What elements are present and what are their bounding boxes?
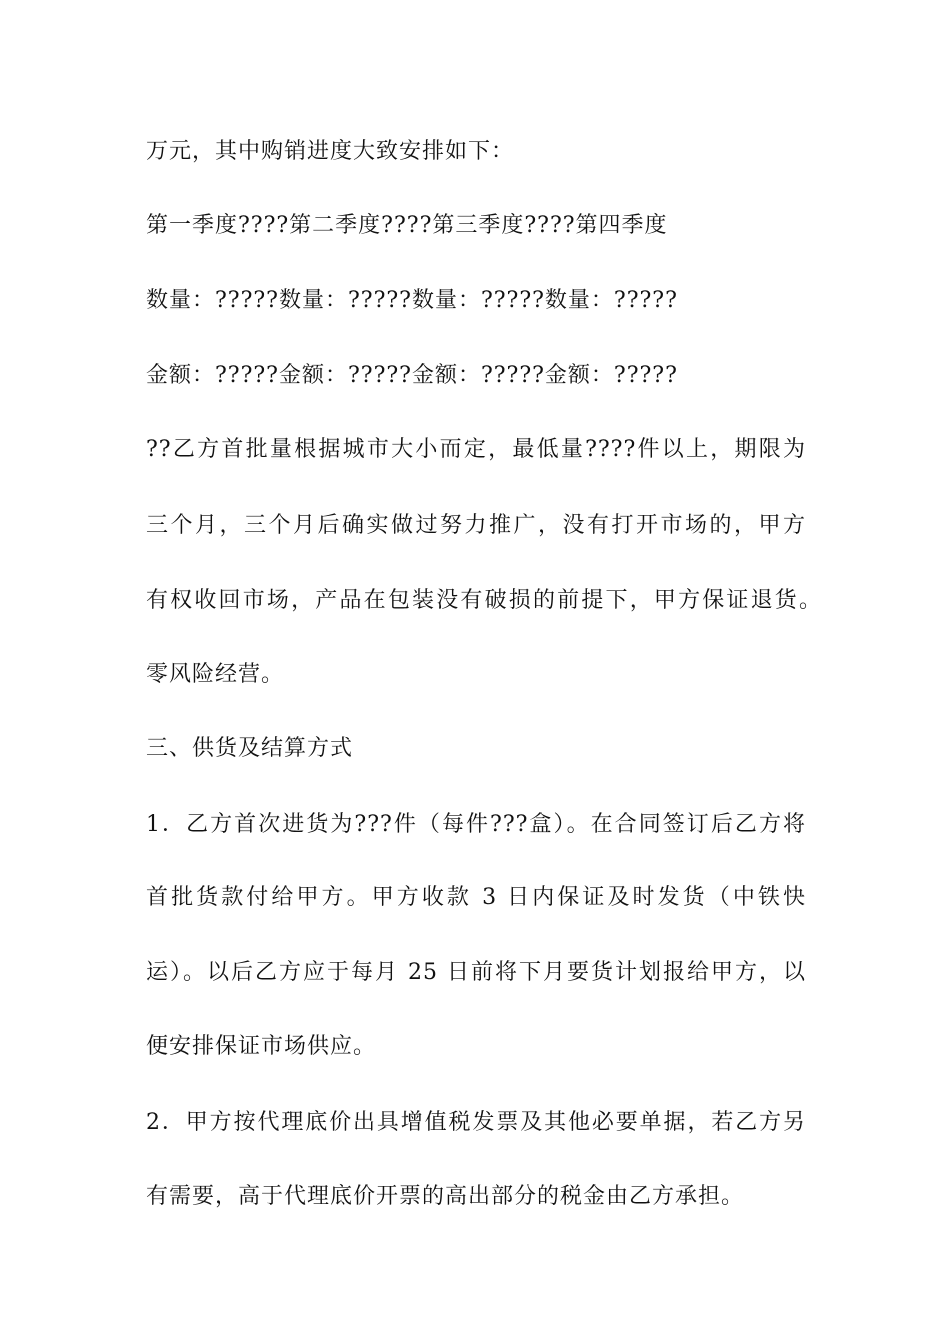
- text-line: 数量：?????数量：?????数量：?????数量：?????: [146, 288, 678, 313]
- text-line: 有权收回市场，产品在包装没有破损的前提下，甲方保证退货。: [146, 588, 822, 613]
- text-line: 1．乙方首次进货为???件（每件???盒）。在合同签订后乙方将: [146, 812, 806, 837]
- text-line: 三个月，三个月后确实做过努力推广，没有打开市场的，甲方: [146, 513, 806, 538]
- text-line: 零风险经营。: [146, 662, 285, 687]
- text-line: ??乙方首批量根据城市大小而定，最低量????件以上，期限为: [146, 437, 806, 462]
- text-line: 2．甲方按代理底价出具增值税发票及其他必要单据，若乙方另: [146, 1110, 806, 1135]
- text-line: 万元，其中购销进度大致安排如下：: [146, 139, 515, 164]
- text-line: 运）。以后乙方应于每月 25 日前将下月要货计划报给甲方，以: [146, 960, 806, 985]
- text-line: 有需要，高于代理底价开票的高出部分的税金由乙方承担。: [146, 1184, 745, 1209]
- text-line: 第一季度????第二季度????第三季度????第四季度: [146, 213, 668, 238]
- text-line: 首批货款付给甲方。甲方收款 3 日内保证及时发货（中铁快: [146, 885, 806, 910]
- text-line: 便安排保证市场供应。: [146, 1034, 377, 1059]
- section-heading: 三、供货及结算方式: [146, 736, 354, 761]
- text-line: 金额：?????金额：?????金额：?????金额：?????: [146, 363, 678, 388]
